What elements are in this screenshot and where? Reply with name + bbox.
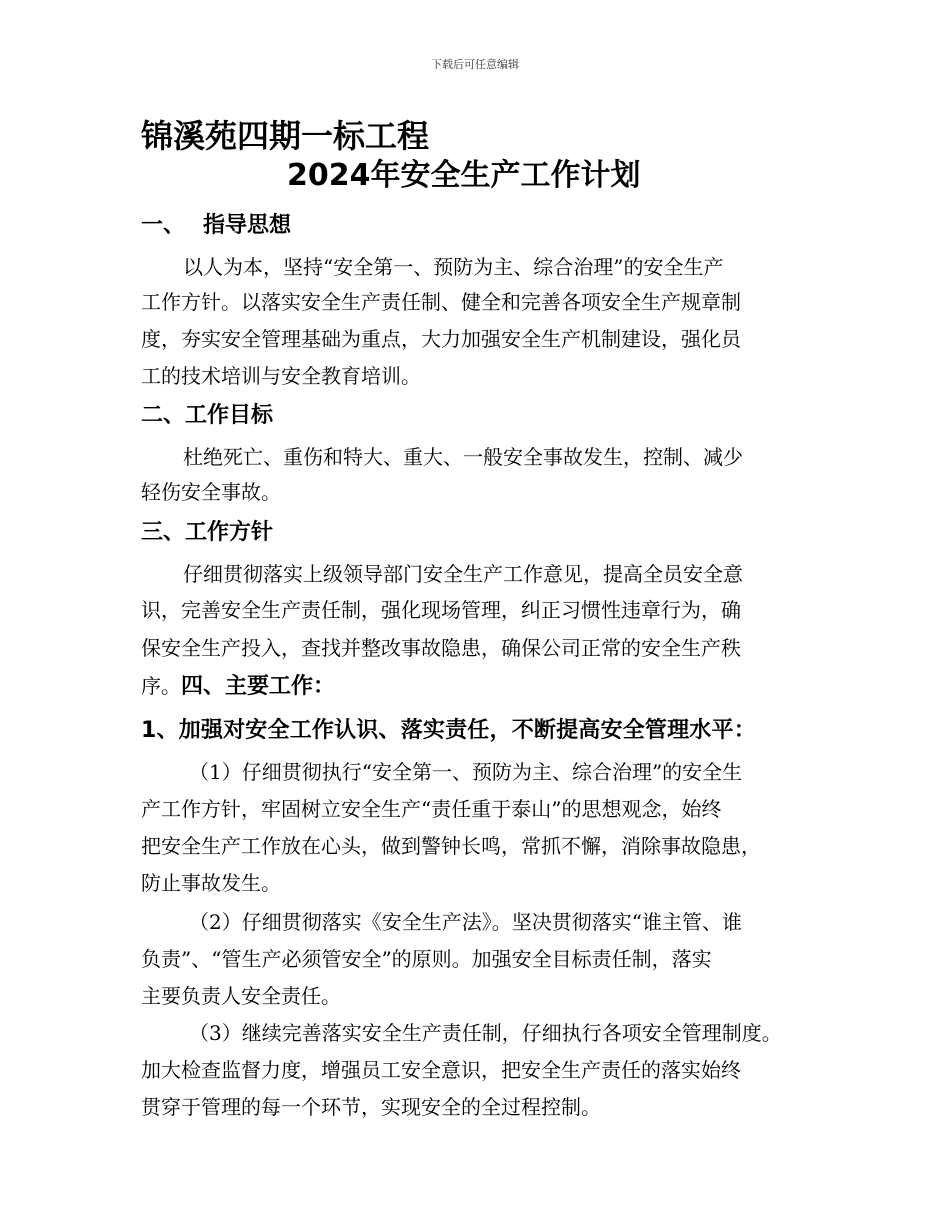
section-heading-2: 二、工作目标 bbox=[141, 403, 274, 428]
section-title: 指导思想 bbox=[203, 213, 292, 238]
paragraph-line: 杜绝死亡、重伤和特大、重大、一般安全事故发生，控制、减少 bbox=[183, 445, 743, 469]
paragraph-line: （1）仔细贯彻执行“安全第一、预防为主、综合治理”的安全生 bbox=[189, 760, 743, 784]
paragraph-line: 轻伤安全事故。 bbox=[141, 480, 281, 504]
section-number: 一、 bbox=[141, 213, 186, 238]
subsection-heading-1: 1、加强对安全工作认识、落实责任，不断提高安全管理水平： bbox=[141, 718, 756, 743]
paragraph-line: 防止事故发生。 bbox=[141, 871, 281, 895]
paragraph-line: 产工作方针，牢固树立安全生产“责任重于泰山”的思想观念，始终 bbox=[141, 797, 722, 821]
paragraph-line: 主要负责人安全责任。 bbox=[141, 984, 341, 1008]
paragraph-line-with-heading bbox=[141, 672, 335, 701]
paragraph-line: 识，完善安全生产责任制，强化现场管理，纠正习惯性违章行为，确 bbox=[141, 598, 741, 622]
paragraph-line: 工的技术培训与安全教育培训。 bbox=[141, 364, 421, 388]
paragraph-line: 工作方针。以落实安全生产责任制、健全和完善各项安全生产规章制 bbox=[141, 290, 741, 314]
paragraph-line: 加大检查监督力度，增强员工安全意识，把安全生产责任的落实始终 bbox=[141, 1058, 741, 1082]
paragraph-line: 以人为本，坚持“安全第一、预防为主、综合治理”的安全生产 bbox=[183, 255, 724, 279]
paragraph-line: （3）继续完善落实安全生产责任制，仔细执行各项安全管理制度。 bbox=[189, 1021, 782, 1045]
paragraph-line: 贯穿于管理的每一个环节，实现安全的全过程控制。 bbox=[141, 1095, 601, 1119]
document-title-line1: 锦溪苑四期一标工程 bbox=[141, 117, 430, 155]
section-heading-1 bbox=[141, 211, 291, 241]
paragraph-line: 仔细贯彻落实上级领导部门安全生产工作意见，提高全员安全意 bbox=[183, 562, 743, 586]
paragraph-line: （2）仔细贯彻落实《安全生产法》。坚决贯彻落实“谁主管、谁 bbox=[189, 910, 742, 934]
section-heading-3: 三、工作方针 bbox=[141, 520, 274, 545]
paragraph-line: 负责”、“管生产必须管安全”的原则。加强安全目标责任制，落实 bbox=[141, 947, 712, 971]
paragraph-line: 保安全生产投入，查找并整改事故隐患，确保公司正常的安全生产秩 bbox=[141, 636, 741, 660]
header-note: 下载后可任意编辑 bbox=[431, 58, 519, 71]
paragraph-line-end: 序。 bbox=[141, 674, 181, 698]
section-heading-4: 四、主要工作： bbox=[181, 674, 336, 699]
document-title-line2: 2024年安全生产工作计划 bbox=[287, 158, 641, 193]
paragraph-line: 度，夯实安全管理基础为重点，大力加强安全生产机制建设，强化员 bbox=[141, 327, 741, 351]
paragraph-line: 把安全生产工作放在心头，做到警钟长鸣，常抓不懈，消除事故隐患， bbox=[141, 834, 761, 858]
